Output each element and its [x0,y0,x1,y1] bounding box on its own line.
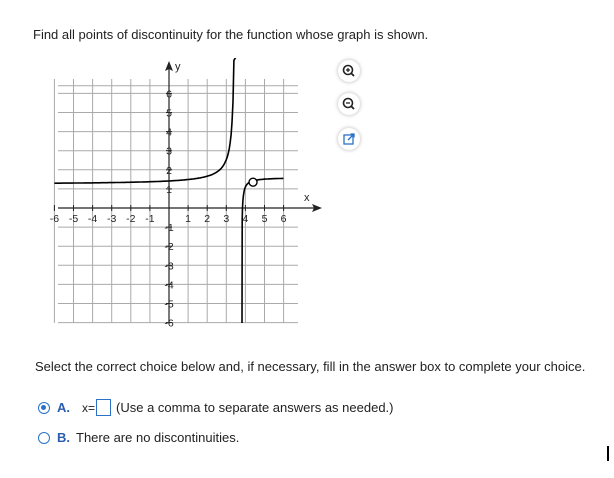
text-cursor [607,446,609,461]
zoom-out-button[interactable] [338,93,360,115]
y-tick-label: 5 [166,107,172,120]
y-tick-label: 3 [166,145,172,158]
y-tick-label: 1 [166,183,172,196]
y-tick-label: 4 [166,126,172,139]
choice-a-radio[interactable] [38,402,50,414]
x-tick-label: -2 [126,213,136,225]
y-tick-label: -6 [164,317,174,328]
x-tick-label: 1 [185,213,192,225]
open-point [249,178,257,186]
y-axis-label: y [175,61,181,73]
choice-b-text: There are no discontinuities. [76,430,240,445]
x-tick-label: 4 [242,213,249,225]
choice-b-letter: B. [57,430,70,445]
y-tick-label: 6 [166,88,172,101]
x-tick-label: -1 [145,213,155,225]
y-tick-label: -5 [164,298,174,311]
x-axis-label: x [304,192,310,204]
y-tick-label: -3 [164,260,174,273]
x-tick-label: 3 [223,213,230,225]
y-tick-label: -1 [164,222,174,235]
curve-right-branch [242,178,283,323]
x-tick-label: 6 [280,213,287,225]
x-tick-label: 5 [261,213,268,225]
x-tick-label: 2 [204,213,211,225]
choice-b[interactable] [38,430,239,445]
function-graph [46,58,331,328]
x-tick-label: -3 [107,213,117,225]
instruction-text: Select the correct choice below and, if necessary, fill in the answer box to complete your choice. [35,359,586,374]
choice-b-radio[interactable] [38,432,50,444]
graph-axes [58,61,322,323]
choice-a-prefix: x= [82,400,96,415]
zoom-in-button[interactable] [338,60,360,82]
x-tick-label: -6 [49,213,60,225]
curve-left-branch [54,58,236,183]
question-text: Find all points of discontinuity for the function whose graph is shown. [33,27,429,42]
zoom-in-icon [338,60,360,82]
choice-a-hint: (Use a comma to separate answers as needed.) [116,400,394,415]
zoom-out-icon [338,93,360,115]
y-tick-label: 2 [166,164,172,177]
pop-out-button[interactable] [338,128,360,150]
choice-a-letter: A. [57,400,70,415]
graph-grid [54,79,298,323]
answer-input[interactable] [96,399,111,416]
choice-a[interactable] [38,399,393,416]
y-tick-label: -4 [164,279,174,292]
pop-out-icon [338,128,360,150]
x-tick-label: -5 [68,213,79,225]
y-tick-label: -2 [164,241,174,254]
x-tick-label: -4 [87,213,98,225]
